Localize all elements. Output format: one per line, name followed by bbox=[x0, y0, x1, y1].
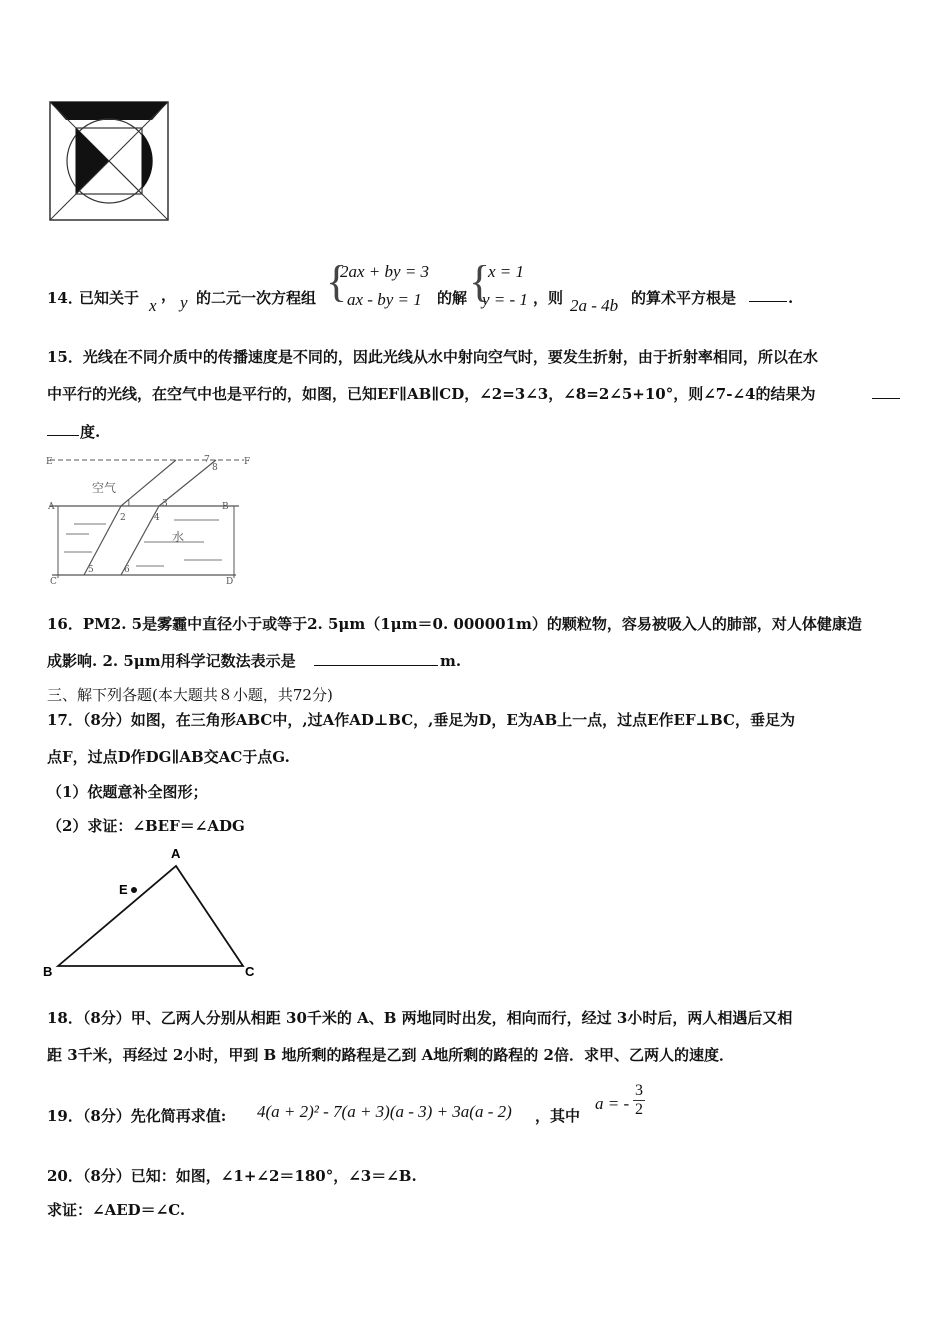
q19-expression: 4(a + 2)² - 7(a + 3)(a - 3) + 3a(a - 2) bbox=[257, 1102, 512, 1121]
q19-fraction-den: 2 bbox=[635, 1101, 643, 1118]
square-circle-figure bbox=[48, 100, 170, 222]
label-a: A bbox=[171, 846, 181, 861]
q19-fraction bbox=[633, 1082, 645, 1119]
q14-sol1: x = 1 bbox=[488, 262, 525, 281]
q16-line2-end: m. bbox=[440, 652, 462, 670]
fig-label-b: B bbox=[222, 502, 229, 512]
q20-line2: 求证：∠AED＝∠C. bbox=[47, 1201, 186, 1219]
q14-text-c: 的解 bbox=[437, 289, 468, 307]
q14-sep: ， bbox=[161, 286, 177, 304]
fig-label-air: 空气 bbox=[92, 481, 117, 495]
refraction-figure bbox=[44, 448, 254, 586]
fig-num-8: 8 bbox=[212, 463, 218, 473]
q19-condition: a = - bbox=[595, 1094, 630, 1113]
label-c: C bbox=[245, 964, 255, 979]
q14-var-y: y bbox=[180, 293, 188, 312]
fig-label-c: C bbox=[50, 577, 57, 586]
fig-label-water: 水 bbox=[172, 530, 185, 544]
q17-line2: 点F，过点D作DG∥AB交AC于点G. bbox=[47, 748, 290, 766]
q17-part1: （1）依题意补全图形； bbox=[47, 783, 208, 801]
fig-num-6: 6 bbox=[124, 565, 130, 575]
fig-num-5: 5 bbox=[88, 565, 94, 575]
q15-line1: 15．光线在不同介质中的传播速度是不同的，因此光线从水中射向空气时，要发生折射，由于折射率相同，所以在水 bbox=[47, 348, 818, 366]
q14-brace-1: { bbox=[326, 257, 348, 306]
fig-num-4: 4 bbox=[154, 513, 160, 523]
fig-num-1: 1 bbox=[126, 499, 132, 509]
label-b: B bbox=[43, 964, 53, 979]
fig-num-7: 7 bbox=[204, 455, 210, 465]
q14-var-x: x bbox=[149, 296, 157, 315]
fig-label-a: A bbox=[48, 502, 55, 512]
q14-expr: 2a - 4b bbox=[570, 296, 619, 315]
q18-line1: 18．（8分）甲、乙两人分别从相距 30千米的 A、B 两地同时出发，相向而行，经过 3小时后，两人相遇后又相 bbox=[47, 1009, 793, 1027]
q14-text-a: 已知关于 bbox=[79, 289, 140, 307]
q17-line1: 17．（8分）如图，在三角形ABC中，,过A作AD⊥BC，,垂足为D，E为AB上一点，过点E作EF⊥BC，垂足为 bbox=[47, 711, 795, 729]
q14-text-e: 的算术平方根是 bbox=[631, 289, 737, 307]
q14-eq2: ax - by = 1 bbox=[347, 290, 422, 309]
q14-brace-2: { bbox=[469, 257, 491, 306]
q15-answer-blank-b[interactable] bbox=[47, 421, 79, 436]
fig-num-2: 2 bbox=[120, 513, 126, 523]
fig-num-3: 3 bbox=[162, 499, 168, 509]
fig-label-e: E bbox=[46, 457, 53, 467]
q19-start: 19．（8分）先化简再求值: bbox=[47, 1107, 227, 1125]
q14-answer-blank[interactable] bbox=[749, 287, 787, 302]
q15-answer-blank-a[interactable] bbox=[872, 384, 900, 399]
label-e: E bbox=[119, 882, 128, 897]
section3-heading: 三、解下列各题(本大题共８小题，共72分) bbox=[47, 686, 333, 704]
point-e bbox=[131, 887, 137, 893]
q15-line2: 中平行的光线，在空气中也是平行的，如图，已知EF∥AB∥CD，∠2=3∠3，∠8=2∠5+10°，则∠7-∠4的结果为 bbox=[47, 385, 816, 403]
q14-end: . bbox=[788, 289, 794, 307]
q14-text-b: 的二元一次方程组 bbox=[196, 289, 317, 307]
triangle-abc-figure bbox=[40, 842, 270, 982]
q14-number: 14． bbox=[47, 289, 83, 307]
q16-answer-blank[interactable] bbox=[314, 651, 438, 666]
q19-middle: ，其中 bbox=[535, 1107, 581, 1125]
q18-line2: 距 3千米，再经过 2小时，甲到 B 地所剩的路程是乙到 A地所剩的路程的 2倍．求甲、乙两人的速度． bbox=[47, 1046, 734, 1064]
q14-sol2: y = - 1 bbox=[482, 290, 528, 309]
q20-line1: 20．（8分）已知：如图，∠1+∠2＝180°，∠3＝∠B. bbox=[47, 1167, 417, 1185]
q14-text-d: ，则 bbox=[533, 289, 564, 307]
q17-part2: （2）求证：∠BEF＝∠ADG bbox=[47, 817, 245, 835]
q19-fraction-num: 3 bbox=[635, 1082, 643, 1099]
fig-label-d: D bbox=[226, 577, 234, 586]
q16-line2-start: 成影响. 2. 5μm用科学记数法表示是 bbox=[47, 652, 296, 670]
fig-label-f: F bbox=[244, 457, 251, 467]
q15-line3-end: 度. bbox=[80, 423, 101, 441]
q16-line1: 16．PM2. 5是雾霾中直径小于或等于2. 5μm（1μm＝0. 000001m）的颗粒物，容易被吸入人的肺部，对人体健康造 bbox=[47, 615, 862, 633]
q14-eq1: 2ax + by = 3 bbox=[340, 262, 430, 281]
